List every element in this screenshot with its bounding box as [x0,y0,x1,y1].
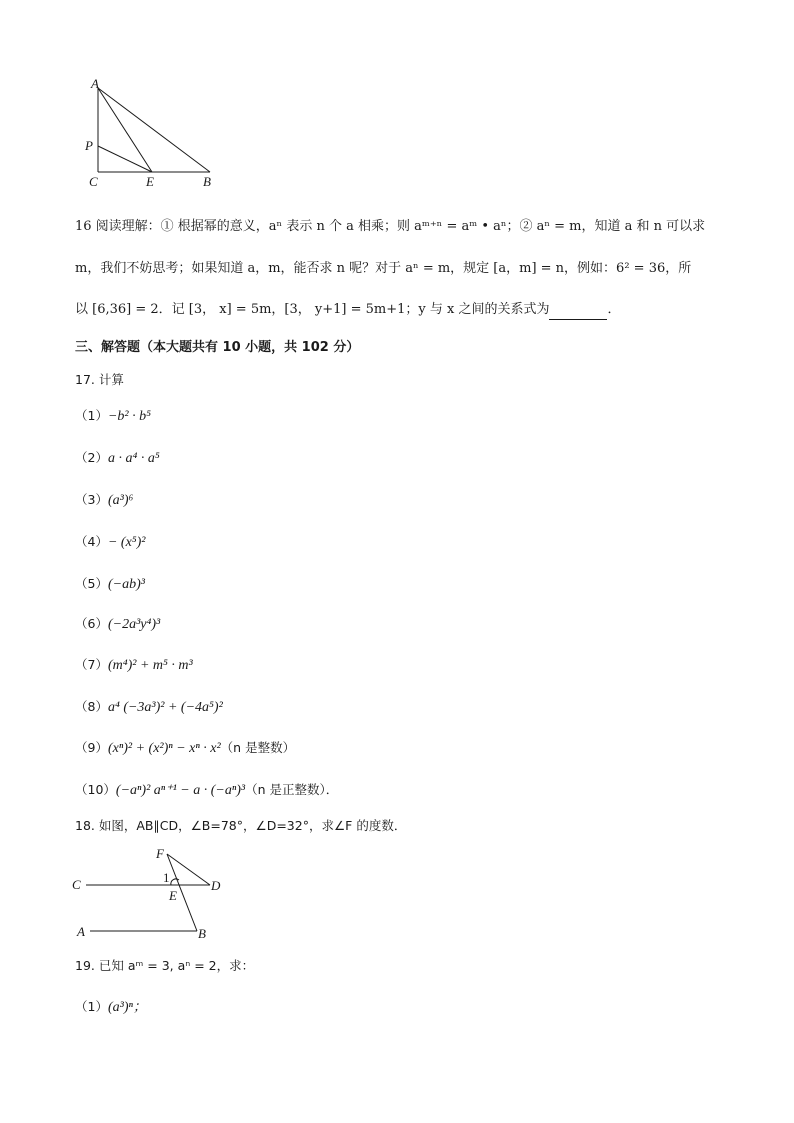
q19-item [75,997,147,1018]
q16-line-3-text: 以 [6,36] = 2．记 [3， x] = 5m，[3， y+1] = 5m+1；y 与 x 之间的关系式为 [75,302,550,317]
label-p: P [85,138,93,153]
q17-title: 17. 计算 [75,372,124,387]
q16-line-1: 16 阅读理解：① 根据幂的意义，aⁿ 表示 n 个 a 相乘；则 aᵐ⁺ⁿ = aᵐ • aⁿ；② aⁿ = m，知道 a 和 n 可以求 [75,219,706,234]
label-e: E [169,888,177,903]
q17-item [75,532,146,553]
item-expr: (a³)ⁿ； [107,1000,147,1015]
item-label: （1） [75,408,108,423]
q18-text: 18. 如图，AB∥CD，∠B=78°，∠D=32°，求∠F 的度数． [75,818,407,833]
q19-text: 19. 已知 aᵐ = 3, aⁿ = 2，求： [75,958,255,973]
label-c: C [89,174,98,189]
item-note: （n 是正整数）． [245,782,339,797]
item-expr: −b² · b⁵ [107,409,151,424]
q17-item [75,738,295,759]
parallel-lines-figure [70,842,240,946]
q17-item [75,574,145,595]
triangle-figure [80,76,220,192]
item-label: （3） [75,492,108,507]
label-f: F [156,846,164,861]
section-title: 三、解答题（本大题共有 10 小题，共 102 分） [75,340,360,355]
q16-line-2: m，我们不妨思考；如果知道 a，m，能否求 n 呢？对于 aⁿ = m，规定 [a，m] = n，例如：6² = 36，所 [75,261,692,276]
item-label: （4） [75,534,108,549]
item-note: （n 是整数） [220,740,296,755]
label-a: A [91,76,99,91]
item-expr: (m⁴)² + m⁵ · m³ [107,658,193,673]
item-label: （7） [75,657,108,672]
label-b: B [203,174,211,189]
label-b: B [198,926,206,941]
item-expr: − (x⁵)² [107,535,146,550]
label-c: C [72,877,81,892]
q17-item [75,614,160,635]
q17-item [75,697,223,718]
item-expr: (−2a³y⁴)³ [107,617,161,632]
item-label: （8） [75,699,108,714]
item-label: （5） [75,576,108,591]
item-label: （1） [75,999,108,1014]
q17-item [75,655,193,676]
q17-item [75,780,338,801]
item-label: （6） [75,616,108,631]
q17-item [75,448,160,469]
item-expr: (a³)⁶ [107,493,134,508]
answer-blank[interactable] [549,305,607,320]
q16-line-3-end: ． [607,302,621,317]
label-e: E [146,174,154,189]
label-d: D [211,878,221,893]
item-label: （2） [75,450,108,465]
q17-item [75,406,151,427]
item-label: （10） [75,782,116,797]
item-expr: a · a⁴ · a⁵ [107,451,160,466]
item-expr: (−aⁿ)² aⁿ⁺¹ − a · (−aⁿ)³ [115,783,246,798]
q17-item [75,490,133,511]
item-expr: a⁴ (−3a³)² + (−4a⁵)² [107,700,223,715]
q16-line-3 [75,300,755,320]
label-a: A [77,924,85,939]
item-expr: (xⁿ)² + (x²)ⁿ − xⁿ · x² [107,741,221,756]
item-expr: (−ab)³ [107,577,145,592]
item-label: （9） [75,740,108,755]
label-1: 1 [163,870,170,885]
segment-ab [98,88,210,172]
